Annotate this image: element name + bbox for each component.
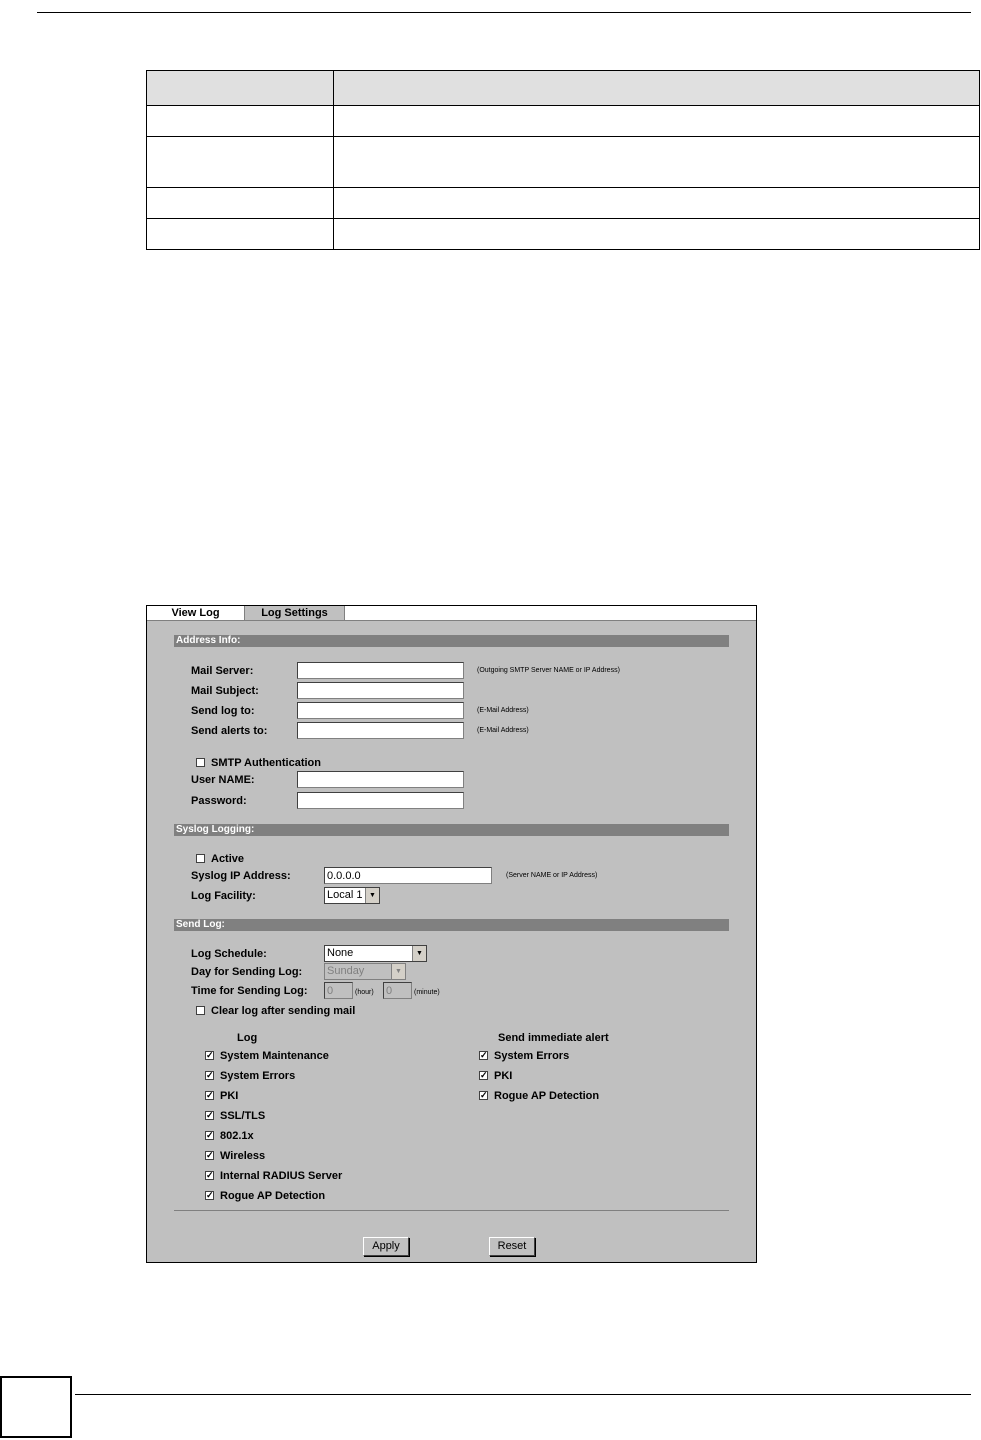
log-category-label: System Errors (220, 1070, 296, 1082)
password-label: Password: (191, 795, 247, 807)
table-cell (334, 219, 980, 250)
day-for-sending-value: Sunday (327, 965, 365, 977)
reference-table (146, 70, 980, 250)
alert-category-checkbox[interactable]: ✓ (480, 1050, 488, 1060)
log-category-checkbox[interactable]: ✓ (206, 1170, 214, 1180)
mail-subject-input[interactable] (297, 682, 464, 699)
log-category-label: SSL/TLS (220, 1110, 266, 1122)
page-number-box (0, 1376, 72, 1438)
hour-unit: (hour) (355, 989, 374, 996)
log-category-label: Internal RADIUS Server (220, 1170, 343, 1182)
table-row (147, 137, 980, 188)
log-category-label: 802.1x (220, 1130, 254, 1142)
syslog-active-label: Active (211, 853, 245, 865)
log-category-checkbox[interactable]: ✓ (206, 1190, 214, 1200)
log-category-checkbox[interactable]: ✓ (206, 1090, 214, 1100)
chevron-down-icon: ▼ (391, 964, 405, 979)
smtp-auth-checkbox[interactable] (196, 758, 205, 767)
table-cell (147, 219, 334, 250)
time-for-sending-label: Time for Sending Log: (191, 985, 308, 997)
alert-category-label: PKI (494, 1070, 513, 1082)
syslog-active-checkbox[interactable] (196, 854, 205, 863)
log-facility-value: Local 1 (327, 889, 363, 901)
page-header-rule (37, 12, 971, 13)
alert-category-checkbox[interactable]: ✓ (480, 1090, 488, 1100)
mail-server-input[interactable] (297, 662, 464, 679)
chevron-down-icon: ▼ (365, 888, 379, 903)
clear-log-label: Clear log after sending mail (211, 1005, 356, 1017)
chevron-down-icon: ▼ (412, 946, 426, 961)
page-footer-rule (75, 1394, 971, 1395)
alert-category-label: Rogue AP Detection (494, 1090, 600, 1102)
log-category-checkbox[interactable]: ✓ (206, 1150, 214, 1160)
log-category-label: Wireless (220, 1150, 266, 1162)
tab-bar (147, 606, 756, 621)
table-cell (334, 188, 980, 219)
log-category-label: System Maintenance (220, 1050, 329, 1062)
log-settings-screen (146, 605, 757, 1263)
log-category-checkbox[interactable]: ✓ (206, 1070, 214, 1080)
log-category-checkbox[interactable]: ✓ (206, 1130, 214, 1140)
log-category-checkbox[interactable]: ✓ (206, 1110, 214, 1120)
table-cell (147, 106, 334, 137)
smtp-auth-label: SMTP Authentication (211, 757, 321, 769)
alert-column-header: Send immediate alert (498, 1032, 609, 1044)
syslog-logging-header: Syslog Logging: (174, 824, 729, 836)
log-schedule-value: None (327, 947, 354, 959)
log-column-header: Log (237, 1032, 258, 1044)
clear-log-checkbox[interactable] (196, 1006, 205, 1015)
log-schedule-select[interactable] (324, 945, 427, 962)
send-alerts-to-input[interactable] (297, 722, 464, 739)
table-row (147, 219, 980, 250)
send-log-to-label: Send log to: (191, 705, 255, 717)
hour-input[interactable] (324, 982, 353, 999)
divider (174, 1210, 729, 1211)
log-category-label: PKI (220, 1090, 239, 1102)
minute-input[interactable] (383, 982, 412, 999)
minute-unit: (minute) (414, 989, 440, 996)
alert-category-checkbox[interactable]: ✓ (480, 1070, 488, 1080)
log-facility-select[interactable] (324, 887, 380, 904)
table-cell (334, 106, 980, 137)
user-name-label: User NAME: (191, 774, 255, 786)
password-input[interactable] (297, 792, 464, 809)
table-cell (334, 71, 980, 106)
user-name-input[interactable] (297, 771, 464, 788)
day-for-sending-label: Day for Sending Log: (191, 966, 303, 978)
table-cell (147, 137, 334, 188)
mail-server-label: Mail Server: (191, 665, 254, 677)
log-category-label: Rogue AP Detection (220, 1190, 326, 1202)
send-alerts-to-label: Send alerts to: (191, 725, 268, 737)
send-log-header: Send Log: (174, 919, 729, 931)
send-log-to-hint: (E-Mail Address) (477, 707, 529, 714)
mail-subject-label: Mail Subject: (191, 685, 259, 697)
log-category-checkbox[interactable]: ✓ (206, 1050, 214, 1060)
day-for-sending-select[interactable] (324, 963, 406, 980)
log-facility-label: Log Facility: (191, 890, 256, 902)
reset-button[interactable]: Reset (489, 1237, 535, 1256)
address-info-header: Address Info: (174, 635, 729, 647)
send-log-to-input[interactable] (297, 702, 464, 719)
tab-view-log[interactable]: View Log (147, 606, 245, 620)
syslog-ip-input[interactable] (324, 867, 492, 884)
syslog-ip-label: Syslog IP Address: (191, 870, 291, 882)
apply-button[interactable]: Apply (363, 1237, 409, 1256)
table-cell (147, 71, 334, 106)
table-row (147, 188, 980, 219)
log-schedule-label: Log Schedule: (191, 948, 267, 960)
alert-category-label: System Errors (494, 1050, 570, 1062)
syslog-ip-hint: (Server NAME or IP Address) (506, 872, 598, 879)
mail-server-hint: (Outgoing SMTP Server NAME or IP Address) (477, 667, 620, 674)
table-cell (147, 188, 334, 219)
table-row (147, 106, 980, 137)
tab-log-settings[interactable]: Log Settings (245, 606, 345, 620)
table-header-row (147, 71, 980, 106)
table-cell (334, 137, 980, 188)
send-alerts-to-hint: (E-Mail Address) (477, 727, 529, 734)
